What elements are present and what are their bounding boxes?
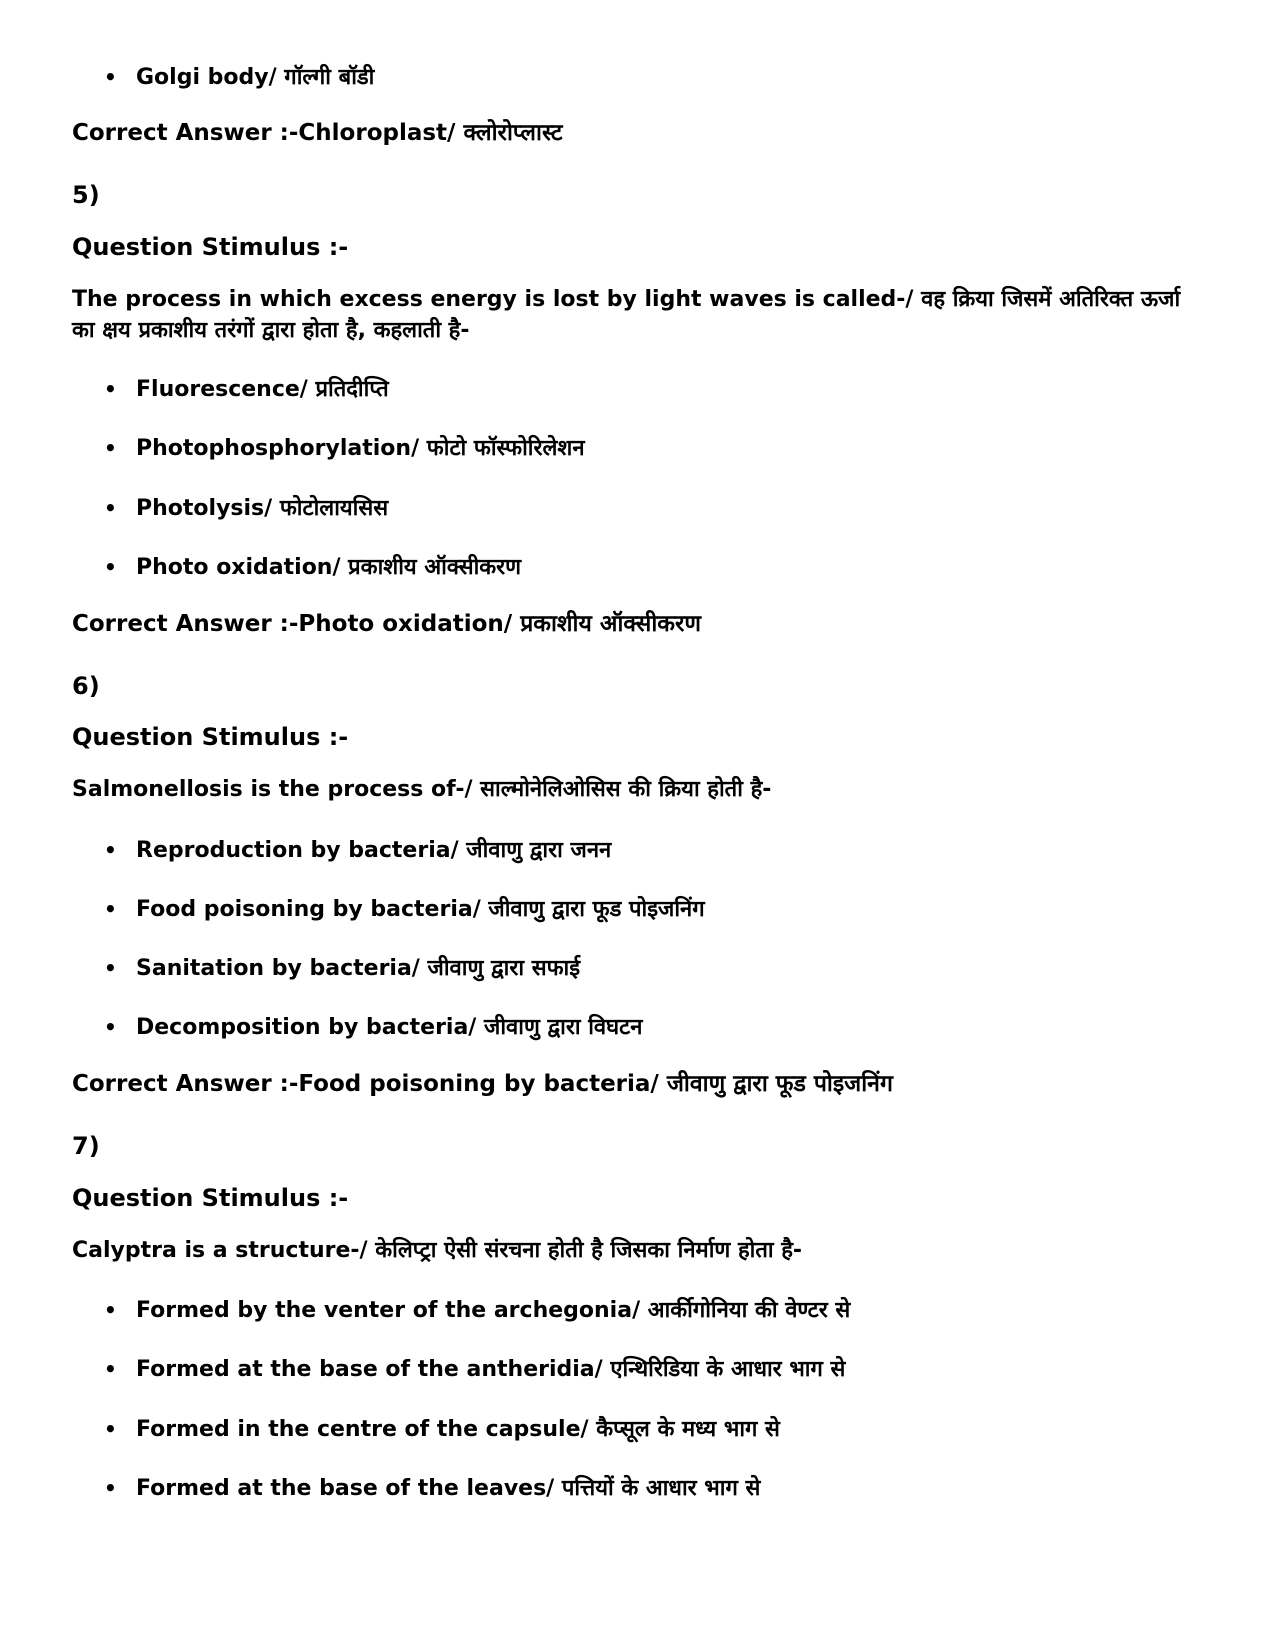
option-text: Photophosphorylation/ फोटो फॉस्फोरिलेशन — [136, 436, 585, 461]
option-text: Photo oxidation/ प्रकाशीय ऑक्सीकरण — [136, 555, 522, 580]
bullet-icon: • — [104, 65, 117, 89]
question-number: 5) — [72, 181, 100, 209]
list-item — [104, 1414, 780, 1445]
bullet-icon: • — [104, 496, 117, 520]
option-text: Decomposition by bacteria/ जीवाणु द्वारा विघटन — [136, 1015, 643, 1040]
bullet-icon: • — [104, 1015, 117, 1039]
option-text: Photolysis/ फोटोलायसिस — [136, 496, 389, 521]
option-text: Sanitation by bacteria/ जीवाणु द्वारा सफाई — [136, 956, 581, 981]
list-item — [104, 1354, 845, 1385]
option-text: Formed at the base of the antheridia/ एन्थिरिडिया के आधार भाग से — [136, 1357, 846, 1382]
question-stimulus: Calyptra is a structure-/ केलिप्ट्रा ऐसी संरचना होती है जिसका निर्माण होता है- — [72, 1238, 803, 1263]
stimulus-label: Question Stimulus :- — [72, 233, 349, 261]
option-text: Reproduction by bacteria/ जीवाणु द्वारा जनन — [136, 838, 612, 863]
question-number: 6) — [72, 672, 100, 700]
question-stimulus: Salmonellosis is the process of-/ साल्मोनेलिओसिस की क्रिया होती है- — [72, 777, 772, 802]
list-item — [104, 433, 585, 464]
bullet-icon: • — [104, 897, 117, 921]
bullet-icon: • — [104, 1476, 117, 1500]
bullet-icon: • — [104, 1298, 117, 1322]
list-item — [104, 835, 611, 866]
option-text: Golgi body/ गॉल्गी बॉडी — [136, 65, 375, 90]
correct-answer: Correct Answer :-Chloroplast/ क्लोरोप्लास्ट — [72, 120, 563, 146]
bullet-icon: • — [104, 377, 117, 401]
list-item — [104, 953, 580, 984]
correct-answer: Correct Answer :-Photo oxidation/ प्रकाशीय ऑक्सीकरण — [72, 611, 701, 637]
bullet-icon: • — [104, 838, 117, 862]
option-text: Formed at the base of the leaves/ पत्तियों के आधार भाग से — [136, 1476, 761, 1501]
list-item — [104, 894, 705, 925]
bullet-icon: • — [104, 555, 117, 579]
option-text: Formed by the venter of the archegonia/ आर्कीगोनिया की वेण्टर से — [136, 1298, 851, 1323]
option-text: Fluorescence/ प्रतिदीप्ति — [136, 377, 389, 402]
list-item — [104, 552, 521, 583]
list-item — [104, 493, 388, 524]
list-item — [104, 62, 374, 93]
list-item — [104, 1473, 760, 1504]
bullet-icon: • — [104, 1417, 117, 1441]
list-item — [104, 1295, 850, 1326]
option-text: Formed in the centre of the capsule/ कैप्सूल के मध्य भाग से — [136, 1417, 780, 1442]
list-item — [104, 1012, 642, 1043]
bullet-icon: • — [104, 436, 117, 460]
correct-answer: Correct Answer :-Food poisoning by bacteria/ जीवाणु द्वारा फूड पोइजनिंग — [72, 1071, 893, 1097]
question-number: 7) — [72, 1132, 100, 1160]
list-item — [104, 374, 389, 405]
question-stimulus: The process in which excess energy is lost by light waves is called-/ वह क्रिया जिसमें अतिरिक्त ऊर्जा का क्षय प्रकाशीय तरंगों द्वारा होता है, कहलाती है- — [72, 287, 1181, 343]
bullet-icon: • — [104, 956, 117, 980]
stimulus-label: Question Stimulus :- — [72, 723, 349, 751]
stimulus-label: Question Stimulus :- — [72, 1184, 349, 1212]
option-text: Food poisoning by bacteria/ जीवाणु द्वारा फूड पोइजनिंग — [136, 897, 705, 922]
bullet-icon: • — [104, 1357, 117, 1381]
